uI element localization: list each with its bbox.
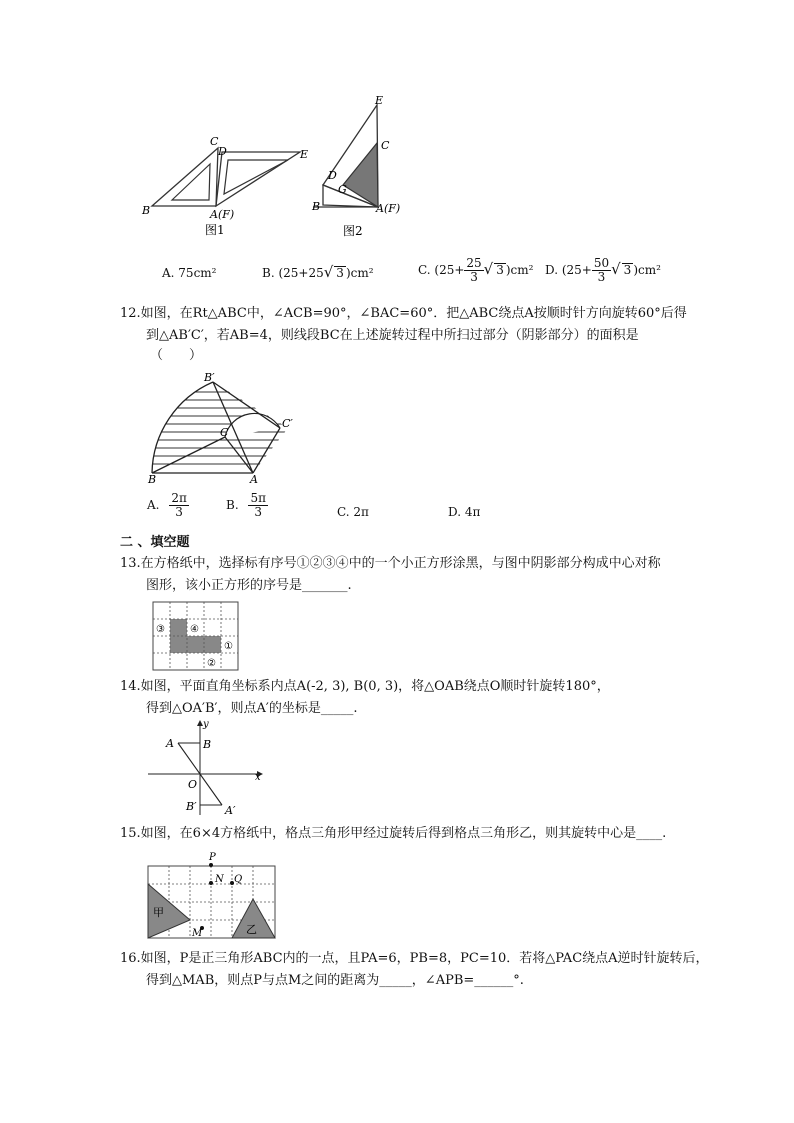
q13-cell-1: ① (224, 641, 233, 652)
q11-option-b: B. (25+25√ 3 )cm² (262, 263, 374, 281)
q12-option-a: A. $\frac{2\pi}{3}$ (147, 491, 187, 519)
fig1-caption: 图1 (205, 223, 225, 237)
q12-option-d: D. 4π (448, 505, 481, 519)
fig1-label-b: B (142, 204, 151, 217)
fig2-label-af: A(F) (376, 202, 401, 215)
q14-label-a: A (166, 737, 174, 750)
q12-label-cp: C′ (282, 417, 293, 430)
q12-figure (140, 370, 300, 485)
q14-label-bp: B′ (186, 800, 197, 813)
q13-line-2: 图形，该小正方形的序号是_______. (146, 578, 352, 593)
q15-grid-figure (145, 848, 280, 940)
q12-label-a: A (250, 473, 258, 485)
fig1-label-d: D (218, 145, 227, 158)
q14-axis-y: y (203, 719, 209, 730)
q13-cell-3: ③ (156, 624, 165, 635)
q12-label-b: B (148, 473, 157, 485)
q14-coordinate-figure (145, 718, 270, 818)
q14-line-1: 14.如图，平面直角坐标系内点A(-2, 3), B(0, 3)，将△OAB绕点O顺时针旋转180°， (120, 679, 610, 694)
section-2-title: 二 、填空题 (120, 535, 190, 550)
q14-label-b: B (203, 738, 212, 751)
fig1-label-e: E (300, 148, 309, 161)
fig2-label-b: B (312, 200, 321, 213)
q13-cell-4: ④ (190, 624, 199, 635)
q16-line-1: 16.如图，P是正三角形ABC内的一点，且PA=6，PB=8，PC=10．若将△PAC绕点A逆时针旋转后， (120, 951, 709, 966)
q12-option-b: B. $\frac{5\pi}{3}$ (226, 491, 266, 519)
fig2-caption: 图2 (343, 224, 363, 238)
fig2-label-c: C (381, 139, 390, 152)
q13-grid-figure (148, 600, 244, 674)
q15-line-1: 15.如图，在6×4方格纸中，格点三角形甲经过旋转后得到格点三角形乙，则其旋转中心是____. (120, 826, 667, 841)
q14-axis-x: x (255, 772, 261, 783)
q11-option-c: C. (25+ $\frac{25}{3}$ √ 3 )cm² (418, 256, 534, 284)
q15-label-jia: 甲 (153, 906, 164, 919)
q15-label-m: M (192, 928, 203, 939)
q12-line-3: （ ） (150, 348, 203, 363)
fig1-label-af: A(F) (210, 208, 235, 221)
q13-line-1: 13.在方格纸中，选择标有序号①②③④中的一个小正方形涂黑，与图中阴影部分构成中心对称 (120, 556, 661, 571)
q13-cell-2: ② (207, 658, 216, 669)
q14-line-2: 得到△OA′B′，则点A′的坐标是_____. (146, 701, 358, 716)
q16-line-2: 得到△MAB，则点P与点M之间的距离为_____，∠APB=______°. (146, 973, 524, 988)
fig2-label-g: G (338, 183, 347, 196)
fig2-label-e: E (375, 95, 384, 107)
fig2-label-d: D (328, 169, 337, 182)
q12-label-bp: B′ (204, 371, 215, 384)
fig1-label-c: C (210, 135, 219, 148)
q12-line-2: 到△AB′C′，若AB=4，则线段BC在上述旋转过程中所扫过部分（阴影部分）的面积是 (146, 328, 639, 343)
q11-figure-1 (140, 130, 320, 240)
q14-label-ap: A′ (225, 804, 236, 817)
q11-figure-2 (305, 95, 415, 243)
q12-option-c: C. 2π (337, 505, 369, 519)
q12-line-1: 12.如图，在Rt△ABC中，∠ACB=90°，∠BAC=60°．把△ABC绕点A按顺时针方向旋转60°后得 (120, 306, 687, 321)
q15-label-p: P (209, 852, 216, 863)
q12-label-c: C (220, 426, 229, 439)
q14-label-o: O (188, 778, 198, 791)
q11-option-a: A. 75cm² (162, 266, 217, 280)
q15-label-yi: 乙 (246, 923, 257, 936)
q15-label-q: Q (234, 874, 243, 885)
q11-option-d: D. (25+ $\frac{50}{3}$ √ 3 )cm² (545, 256, 661, 284)
q15-label-n: N (215, 874, 224, 885)
